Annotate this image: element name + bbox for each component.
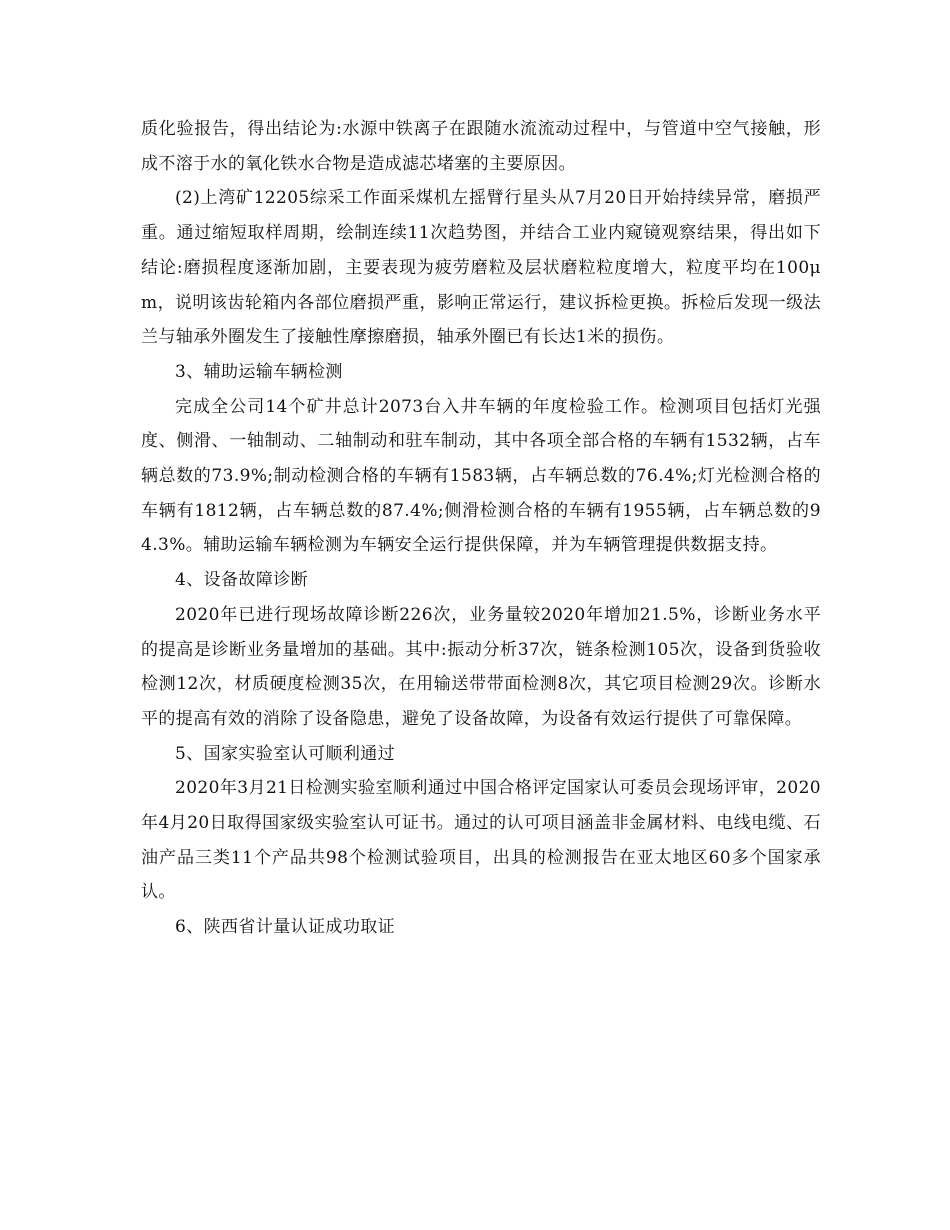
- section-heading-vehicle-inspection: 3、辅助运输车辆检测: [175, 361, 343, 382]
- paragraph-fault-diagnosis: 2020年已进行现场故障诊断226次，业务量较2020年增加21.5%，诊断业务水平的提高是诊断业务量增加的基础。其中:振动分析37次，链条检测105次，设备到货验收检测12次，材质硬度检测35次，在用输送带带面检测8次，其它项目检测29次。诊断水平的提高有效的消除了设备隐患，避免了设备故障，为设备有效运行提供了可靠保障。: [141, 604, 821, 729]
- paragraph-national-lab-accreditation: 2020年3月21日检测实验室顺利通过中国合格评定国家认可委员会现场评审，2020年4月20日取得国家级实验室认可证书。通过的认可项目涵盖非金属材料、电线电缆、石油产品三类11个产品共98个检测试验项目，出具的检测报告在亚太地区60多个国家承认。: [141, 778, 821, 903]
- document-body: [141, 112, 821, 945]
- section-heading-fault-diagnosis: 4、设备故障诊断: [175, 570, 309, 591]
- section-heading-national-lab-accreditation: 5、国家实验室认可顺利通过: [175, 743, 396, 764]
- section-heading-metrology-certification: 6、陕西省计量认证成功取证: [175, 917, 396, 938]
- paragraph-vehicle-inspection: 完成全公司14个矿井总计2073台入井车辆的年度检验工作。检测项目包括灯光强度、侧滑、一轴制动、二轴制动和驻车制动，其中各项全部合格的车辆有1532辆，占车辆总数的73.9%;制动检测合格的车辆有1583辆，占车辆总数的76.4%;灯光检测合格的车辆有1812辆，占车辆总数的87.4%;侧滑检测合格的车辆有1955辆，占车辆总数的94.3%。辅助运输车辆检测为车辆安全运行提供保障，并为车辆管理提供数据支持。: [141, 396, 821, 556]
- paragraph-water-test-conclusion: 质化验报告，得出结论为:水源中铁离子在跟随水流流动过程中，与管道中空气接触，形成不溶于水的氧化铁水合物是造成滤芯堵塞的主要原因。: [141, 119, 821, 174]
- paragraph-shearer-wear-analysis: (2)上湾矿12205综采工作面采煤机左摇臂行星头从7月20日开始持续异常，磨损严重。通过缩短取样周期，绘制连续11次趋势图，并结合工业内窥镜观察结果，得出如下结论:磨损程度逐渐加剧，主要表现为疲劳磨粒及层状磨粒粒度增大，粒度平均在100μm，说明该齿轮箱内各部位磨损严重，影响正常运行，建议拆检更换。拆检后发现一级法兰与轴承外圈发生了接触性摩擦磨损，轴承外圈已有长达1米的损伤。: [141, 188, 821, 348]
